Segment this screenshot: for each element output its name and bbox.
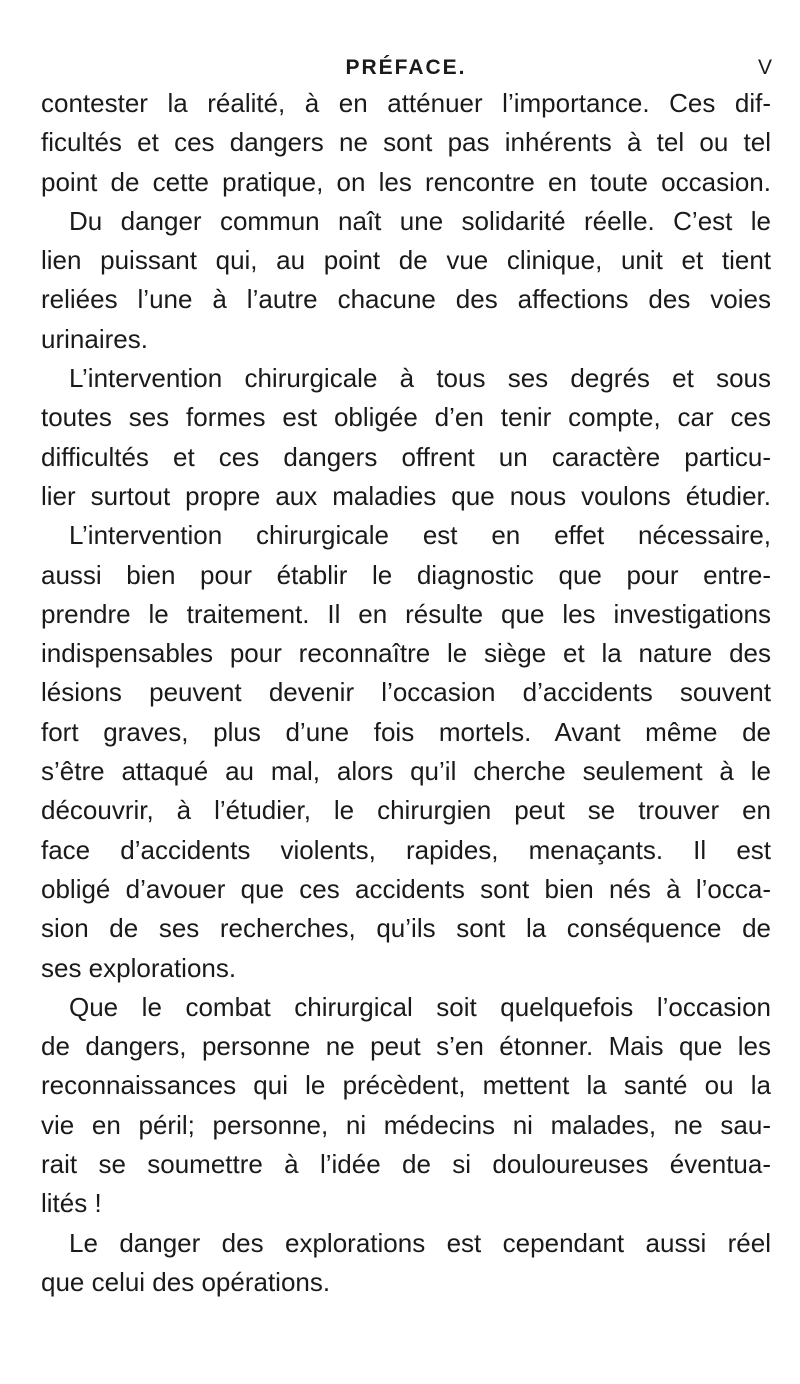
text-line: ses explorations. bbox=[41, 952, 237, 983]
text-line: reconnaissances qui le précèdent, mettent la santé ou la bbox=[41, 1070, 771, 1101]
text-line: sion de ses recherches, qu’ils sont la conséquence de bbox=[41, 913, 771, 944]
text-line: s’être attaqué au mal, alors qu’il cherche seulement à le bbox=[41, 756, 771, 787]
text-line: lités ! bbox=[41, 1188, 102, 1219]
text-line: L’intervention chirurgicale à tous ses degrés et sous bbox=[69, 363, 771, 394]
text-line: rait se soumettre à l’idée de si douloureuses éventua- bbox=[41, 1149, 771, 1180]
text-line: lier surtout propre aux maladies que nous voulons étudier. bbox=[41, 480, 771, 511]
text-line: prendre le traitement. Il en résulte que les investigations bbox=[41, 598, 771, 629]
text-line: lésions peuvent devenir l’occasion d’accidents souvent bbox=[41, 677, 771, 708]
text-line: toutes ses formes est obligée d’en tenir compte, car ces bbox=[41, 402, 771, 433]
text-line: difficultés et ces dangers offrent un caractère particu- bbox=[41, 441, 771, 472]
text-line: vie en péril; personne, ni médecins ni malades, ne sau- bbox=[41, 1109, 771, 1140]
text-line: reliées l’une à l’autre chacune des affections des voies bbox=[41, 284, 771, 315]
text-line: fort graves, plus d’une fois mortels. Avant même de bbox=[41, 716, 771, 747]
page-title: PRÉFACE. bbox=[345, 56, 467, 79]
body-text bbox=[41, 84, 771, 1302]
text-line: que celui des opérations. bbox=[41, 1266, 331, 1297]
text-line: découvrir, à l’étudier, le chirurgien peut se trouver en bbox=[41, 795, 771, 826]
text-line: de dangers, personne ne peut s’en étonner. Mais que les bbox=[41, 1031, 771, 1062]
text-line: lien puissant qui, au point de vue clinique, unit et tient bbox=[41, 245, 771, 276]
text-line: Le danger des explorations est cependant aussi réel bbox=[69, 1227, 771, 1258]
text-line: indispensables pour reconnaître le siège et la nature des bbox=[41, 638, 771, 669]
text-line: obligé d’avouer que ces accidents sont bien nés à l’occa- bbox=[41, 873, 771, 904]
text-line: point de cette pratique, on les rencontre en toute occasion. bbox=[41, 166, 771, 197]
text-line: aussi bien pour établir le diagnostic que pour entre- bbox=[41, 559, 771, 590]
running-header bbox=[40, 48, 772, 78]
text-line: L’intervention chirurgicale est en effet nécessaire, bbox=[69, 520, 771, 551]
text-line: Que le combat chirurgical soit quelquefois l’occasion bbox=[69, 991, 771, 1022]
page-number: V bbox=[757, 56, 772, 79]
text-line: contester la réalité, à en atténuer l’importance. Ces dif- bbox=[41, 88, 771, 118]
text-line: Du danger commun naît une solidarité réelle. C’est le bbox=[69, 205, 771, 236]
text-line: face d’accidents violents, rapides, menaçants. Il est bbox=[41, 834, 771, 865]
text-line: urinaires. bbox=[41, 323, 148, 354]
text-line: ficultés et ces dangers ne sont pas inhérents à tel ou tel bbox=[41, 127, 771, 158]
